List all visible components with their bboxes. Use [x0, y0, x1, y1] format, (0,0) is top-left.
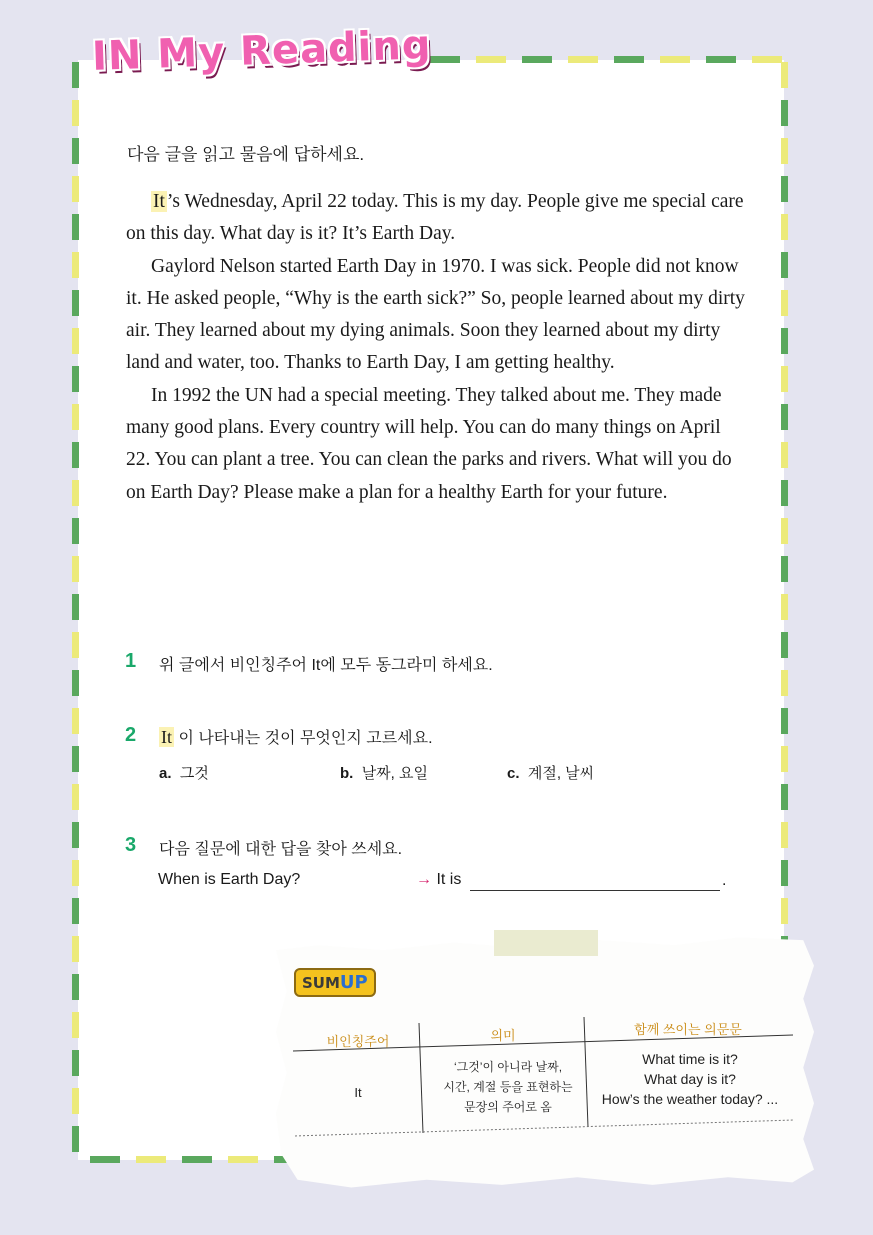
border-dash: [72, 594, 79, 620]
border-dash: [72, 556, 79, 582]
question-3-prompt: When is Earth Day?: [158, 871, 301, 888]
border-dash: [781, 404, 788, 430]
answer-blank[interactable]: [470, 890, 720, 891]
border-dash: [72, 632, 79, 658]
border-dash: [72, 404, 79, 430]
border-dash: [781, 442, 788, 468]
highlighted-it: It: [153, 191, 165, 212]
border-dash: [568, 56, 598, 63]
border-dash: [781, 214, 788, 240]
border-dash: [781, 632, 788, 658]
cell-subject: It: [354, 1085, 362, 1100]
border-dash: [781, 784, 788, 810]
border-dash: [72, 138, 79, 164]
border-dash: [781, 62, 788, 88]
border-dash: [72, 100, 79, 126]
question-2-text: It 이 나타내는 것이 무엇인지 고르세요.: [161, 727, 433, 747]
sum-up-logo: SUMUP: [294, 968, 376, 997]
border-dash: [781, 898, 788, 924]
cell-questions: What time is it? What day is it? How’s the weather today? ...: [601, 1051, 779, 1107]
border-dash: [72, 784, 79, 810]
border-dash: [781, 252, 788, 278]
header-questions: 함께 쓰이는 의문문: [634, 1022, 742, 1037]
border-dash: [72, 176, 79, 202]
border-dash: [72, 442, 79, 468]
border-dash: [136, 1156, 166, 1163]
border-dash: [72, 822, 79, 848]
question-number-2: 2: [125, 724, 137, 746]
paragraph-1: It ’s Wednesday, April 22 today. This is my day. People give me special care on this day. What day is it? It’s Earth Day.: [126, 191, 744, 245]
highlighted-it: It: [161, 727, 172, 747]
border-dash: [781, 822, 788, 848]
border-dash: [72, 1088, 79, 1114]
border-dash: [430, 56, 460, 63]
sum-up-table: [293, 1015, 793, 1140]
border-dash: [90, 1156, 120, 1163]
question-1-text: 위 글에서 비인칭주어 It에 모두 동그라미 하세요.: [159, 657, 493, 674]
border-dash: [72, 518, 79, 544]
border-dash: [72, 860, 79, 886]
border-dash: [72, 974, 79, 1000]
header-subject: 비인칭주어: [326, 1034, 390, 1049]
border-dash: [781, 290, 788, 316]
border-dash: [72, 898, 79, 924]
border-dash: [72, 62, 79, 88]
border-dash: [781, 670, 788, 696]
option-b[interactable]: b. 날짜, 요일: [340, 765, 428, 782]
option-c[interactable]: c. 계절, 날씨: [507, 765, 595, 782]
border-dash: [781, 556, 788, 582]
page-title: IN My Reading: [91, 22, 433, 80]
cell-meaning: ‘그것’이 아니라 날짜, 시간, 계절 등을 표현하는 문장의 주어로 옴: [443, 1060, 573, 1114]
border-dash: [781, 138, 788, 164]
instruction: 다음 글을 읽고 물음에 답하세요.: [127, 145, 365, 164]
paragraph-2: Gaylord Nelson started Earth Day in 1970. I was sick. People did not know it. He asked people, “Why is the earth sick?” So, people learned about my dirty air. They learned about my dying animals. Soon they learned about my dirty land and water, too. Thanks to Earth Day, I am getting healthy.: [126, 255, 745, 374]
border-dash: [72, 480, 79, 506]
arrow-icon: →: [416, 871, 432, 888]
border-dash: [781, 100, 788, 126]
answer-prefix: → It is: [416, 871, 462, 888]
question-number-1: 1: [125, 650, 137, 672]
border-dash: [781, 518, 788, 544]
border-dash: [72, 290, 79, 316]
border-dash: [72, 252, 79, 278]
option-a[interactable]: a. 그것: [159, 765, 209, 782]
border-dash: [72, 708, 79, 734]
border-dash: [72, 1126, 79, 1152]
border-dash: [781, 176, 788, 202]
border-dash: [781, 480, 788, 506]
border-dash: [72, 746, 79, 772]
border-dash: [781, 860, 788, 886]
border-dash: [781, 328, 788, 354]
tape: [494, 930, 598, 956]
question-3-text: 다음 질문에 대한 답을 찾아 쓰세요.: [159, 841, 403, 858]
border-dash: [660, 56, 690, 63]
border-dash: [522, 56, 552, 63]
border-dash: [72, 328, 79, 354]
border-dash: [72, 214, 79, 240]
reading-passage: [126, 186, 748, 509]
border-dash: [72, 936, 79, 962]
header-meaning: 의미: [490, 1028, 516, 1043]
border-dash: [228, 1156, 258, 1163]
border-dash: [72, 366, 79, 392]
border-dash: [706, 56, 736, 63]
border-dash: [72, 670, 79, 696]
border-dash: [752, 56, 782, 63]
border-dash: [614, 56, 644, 63]
border-dash: [72, 1050, 79, 1076]
border-dash: [182, 1156, 212, 1163]
border-dash: [72, 1012, 79, 1038]
border-dash: [781, 746, 788, 772]
border-dash: [476, 56, 506, 63]
border-dash: [781, 366, 788, 392]
border-dash: [781, 708, 788, 734]
question-number-3: 3: [125, 834, 137, 856]
answer-period: .: [722, 872, 727, 889]
border-dash: [781, 594, 788, 620]
paragraph-3: In 1992 the UN had a special meeting. They talked about me. They made many good plans. Every country will help. You can do many things on April 22. You can plant a tree. You can clean the parks and rivers. What will you do on Earth Day? Please make a plan for a healthy Earth for your future.: [126, 384, 732, 503]
